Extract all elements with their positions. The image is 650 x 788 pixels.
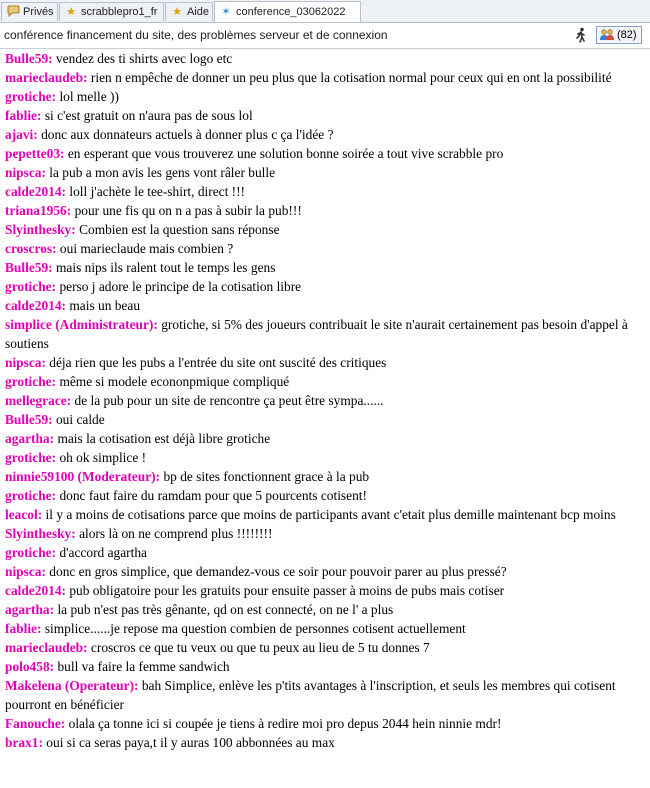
message-text: pour une fis qu on n a pas à subir la pub!!!	[74, 203, 302, 218]
message-nick[interactable]: calde2014:	[5, 583, 66, 598]
message-nick[interactable]: ninnie59100 (Moderateur):	[5, 469, 161, 484]
tab-label: scrabblepro1_fr	[81, 6, 158, 18]
message-nick[interactable]: nipsca:	[5, 355, 46, 370]
message-text: grotiche, si 5% des joueurs contribuait le site n'aurait certainement pas besoin d'appel à soutiens	[5, 317, 628, 351]
message-text: bah Simplice, enlève les p'tits avantages à l'inscription, et seuls les membres qui cotisent pourront en bénéficier	[5, 678, 616, 712]
message-text: olala ça tonne ici si coupée je tiens à redire moi pro depus 2044 hein ninnie mdr!	[68, 716, 502, 731]
message-nick[interactable]: fablie:	[5, 621, 42, 636]
message-nick[interactable]: brax1:	[5, 735, 43, 750]
message-text: rien n empêche de donner un peu plus que la cotisation normal pour ceux qui en ont la possibilité	[90, 70, 612, 85]
message-text: déja rien que les pubs a l'entrée du site ont suscité des critiques	[49, 355, 387, 370]
tab-label: Privés	[23, 6, 54, 18]
chat-message	[0, 201, 650, 220]
star-icon: ★	[66, 6, 76, 18]
users-icon	[599, 29, 615, 41]
chat-message	[0, 391, 650, 410]
message-nick[interactable]: Bulle59:	[5, 260, 53, 275]
message-nick[interactable]: agartha:	[5, 602, 55, 617]
chat-message	[0, 353, 650, 372]
message-nick[interactable]: Slyinthesky:	[5, 222, 76, 237]
chat-message	[0, 638, 650, 657]
message-text: Combien est la question sans réponse	[79, 222, 280, 237]
tab-bar	[0, 0, 650, 23]
tab-prives[interactable]	[1, 2, 58, 21]
message-text: oui marieclaude mais combien ?	[59, 241, 234, 256]
message-text: si c'est gratuit on n'aura pas de sous lol	[44, 108, 253, 123]
message-nick[interactable]: triana1956:	[5, 203, 72, 218]
chat-message	[0, 600, 650, 619]
message-text: mais la cotisation est déjà libre grotiche	[57, 431, 271, 446]
chat-bubble-icon	[6, 5, 20, 20]
chat-message	[0, 68, 650, 87]
chat-message	[0, 125, 650, 144]
chat-message	[0, 524, 650, 543]
chat-log[interactable]	[0, 49, 650, 788]
star-icon: ✶	[221, 6, 231, 18]
tab-conference[interactable]	[214, 1, 361, 22]
message-text: oui si ca seras paya,t il y auras 100 abbonnées au max	[46, 735, 335, 750]
chat-message	[0, 505, 650, 524]
message-text: d'accord agartha	[59, 545, 147, 560]
chat-message	[0, 182, 650, 201]
star-icon: ★	[172, 6, 182, 18]
message-nick[interactable]: nipsca:	[5, 564, 46, 579]
message-nick[interactable]: croscros:	[5, 241, 57, 256]
chat-message	[0, 315, 650, 353]
message-nick[interactable]: Fanouche:	[5, 716, 66, 731]
chat-message	[0, 277, 650, 296]
message-nick[interactable]: Slyinthesky:	[5, 526, 76, 541]
message-nick[interactable]: simplice (Administrateur):	[5, 317, 158, 332]
message-text: mais nips ils ralent tout le temps les gens	[55, 260, 276, 275]
message-nick[interactable]: Bulle59:	[5, 51, 53, 66]
tab-scrabblepro1-fr[interactable]	[59, 2, 164, 21]
chat-message	[0, 429, 650, 448]
message-text: il y a moins de cotisations parce que moins de participants avant c'etait plus demille maintenant bcp moins	[45, 507, 616, 522]
message-text: croscros ce que tu veux ou que tu peux au lieu de 5 tu donnes 7	[90, 640, 430, 655]
message-nick[interactable]: polo458:	[5, 659, 55, 674]
chat-message	[0, 619, 650, 638]
message-nick[interactable]: agartha:	[5, 431, 55, 446]
message-nick[interactable]: nipsca:	[5, 165, 46, 180]
chat-message	[0, 239, 650, 258]
message-text: alors là on ne comprend plus !!!!!!!!	[79, 526, 273, 541]
message-nick[interactable]: grotiche:	[5, 450, 57, 465]
tab-label: conference_03062022	[236, 6, 346, 18]
chat-message	[0, 258, 650, 277]
chat-message	[0, 581, 650, 600]
message-text: la pub n'est pas très gênante, qd on est connecté, on ne l' a plus	[57, 602, 394, 617]
tab-aide[interactable]	[165, 2, 213, 21]
message-nick[interactable]: pepette03:	[5, 146, 65, 161]
tab-label: Aide	[187, 6, 210, 18]
message-text: mais un beau	[69, 298, 141, 313]
message-text: pub obligatoire pour les gratuits pour ensuite passer à moins de pubs mais cotiser	[69, 583, 505, 598]
message-text: oui calde	[55, 412, 105, 427]
message-nick[interactable]: leacol:	[5, 507, 43, 522]
chat-message	[0, 220, 650, 239]
chat-message	[0, 49, 650, 68]
message-text: de la pub pour un site de rencontre ça peut être sympa......	[74, 393, 384, 408]
chat-message	[0, 467, 650, 486]
message-nick[interactable]: marieclaudeb:	[5, 70, 88, 85]
message-nick[interactable]: mellegrace:	[5, 393, 72, 408]
message-text: donc aux donnateurs actuels à donner plus c ça l'idée ?	[41, 127, 334, 142]
chat-message	[0, 106, 650, 125]
room-subject: conférence financement du site, des problèmes serveur et de connexion	[4, 28, 388, 42]
message-nick[interactable]: marieclaudeb:	[5, 640, 88, 655]
message-text: en esperant que vous trouverez une solution bonne soirée a tout vive scrabble pro	[67, 146, 504, 161]
message-nick[interactable]: fablie:	[5, 108, 42, 123]
chat-message	[0, 163, 650, 182]
message-text: vendez des ti shirts avec logo etc	[55, 51, 233, 66]
message-nick[interactable]: Bulle59:	[5, 412, 53, 427]
chat-message	[0, 714, 650, 733]
chat-message	[0, 87, 650, 106]
message-nick[interactable]: grotiche:	[5, 89, 57, 104]
message-text: lol melle ))	[59, 89, 119, 104]
message-text: oh ok simplice !	[59, 450, 147, 465]
chat-message	[0, 372, 650, 391]
chat-message	[0, 296, 650, 315]
message-text: la pub a mon avis les gens vont râler bulle	[49, 165, 276, 180]
chat-message	[0, 410, 650, 429]
message-nick[interactable]: grotiche:	[5, 279, 57, 294]
chat-message	[0, 543, 650, 562]
message-nick[interactable]: Makelena (Operateur):	[5, 678, 139, 693]
chat-message	[0, 676, 650, 714]
chat-message	[0, 733, 650, 752]
message-nick[interactable]: ajavi:	[5, 127, 38, 142]
subject-bar	[0, 23, 650, 49]
message-nick[interactable]: grotiche:	[5, 488, 57, 503]
message-text: perso j adore le principe de la cotisation libre	[59, 279, 302, 294]
message-nick[interactable]: grotiche:	[5, 374, 57, 389]
message-text: bp de sites fonctionnent grace à la pub	[163, 469, 370, 484]
chat-message	[0, 448, 650, 467]
message-text: bull va faire la femme sandwich	[57, 659, 230, 674]
message-nick[interactable]: calde2014:	[5, 184, 66, 199]
message-text: simplice......je repose ma question combien de personnes cotisent actuellement	[44, 621, 466, 636]
chat-message	[0, 144, 650, 163]
walking-person-icon[interactable]	[573, 27, 589, 43]
message-nick[interactable]: calde2014:	[5, 298, 66, 313]
users-count: (82)	[617, 29, 637, 41]
users-list-button[interactable]	[596, 26, 642, 44]
message-text: donc en gros simplice, que demandez-vous ce soir pour pouvoir parer au plus pressé?	[49, 564, 507, 579]
message-text: même si modele econonpmique compliqué	[59, 374, 290, 389]
message-text: loll j'achète le tee-shirt, direct !!!	[69, 184, 246, 199]
message-text: donc faut faire du ramdam pour que 5 pourcents cotisent!	[59, 488, 367, 503]
message-nick[interactable]: grotiche:	[5, 545, 57, 560]
chat-message	[0, 657, 650, 676]
chat-message	[0, 562, 650, 581]
chat-message	[0, 486, 650, 505]
